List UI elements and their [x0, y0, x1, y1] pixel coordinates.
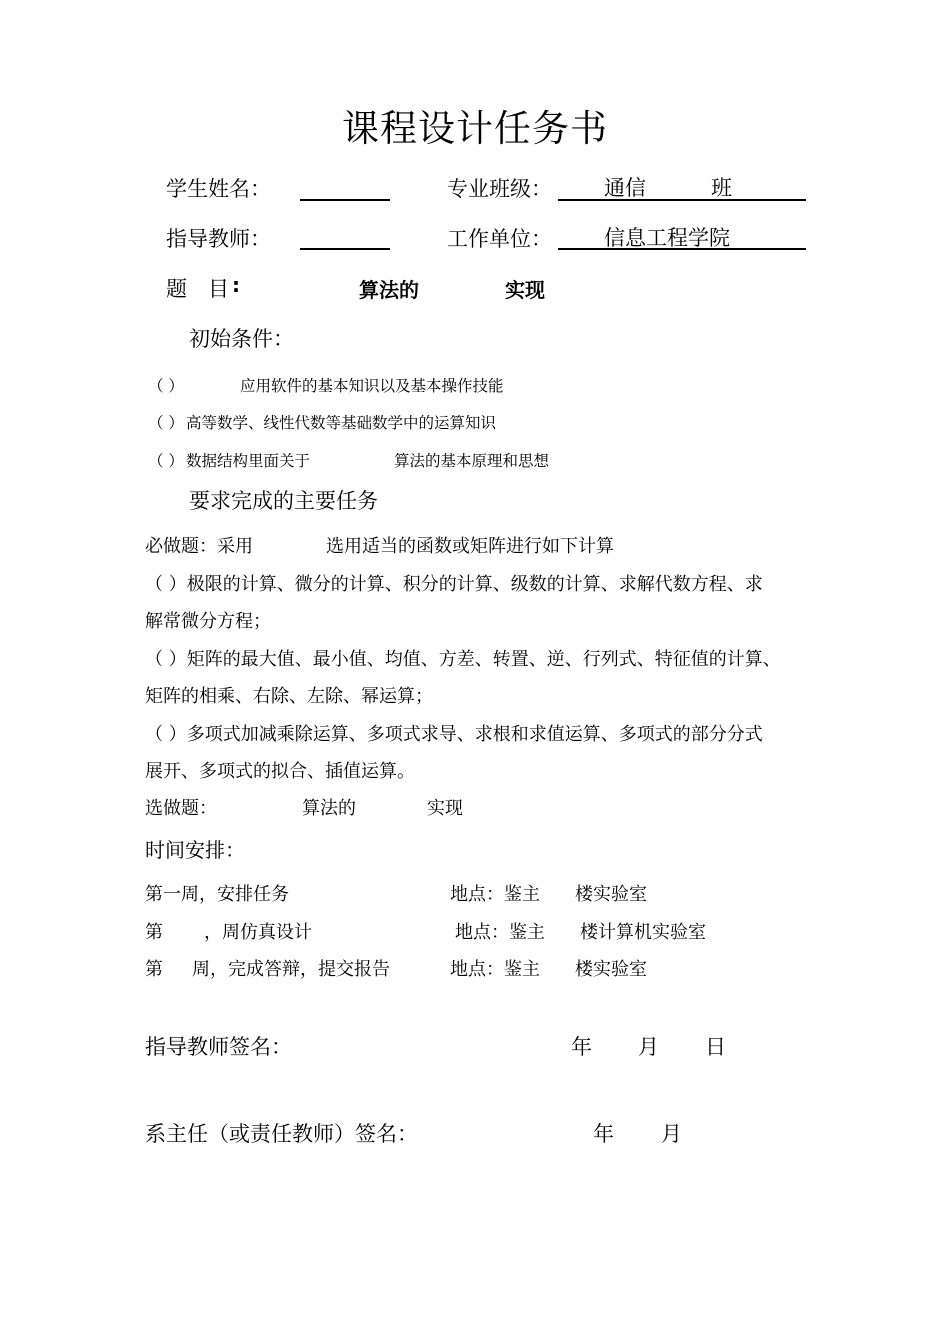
condition-3-text-b: 算法的基本原理和思想	[394, 452, 550, 470]
schedule-row-2-room: 楼计算机实验室	[580, 922, 706, 943]
schedule-row-1-text: 第一周，安排任务	[145, 884, 289, 905]
schedule-row-2-text-b: ，周仿真设计	[204, 922, 312, 943]
task-3-line-1: （ ）多项式加减乘除运算、多项式求导、求根和求值运算、多项式的部分分式	[145, 724, 763, 745]
page-title: 课程设计任务书	[342, 107, 608, 150]
task-1-line-2: 解常微分方程；	[145, 611, 271, 632]
topic-part-2: 实现	[505, 278, 545, 302]
task-3-line-2: 展开、多项式的拟合、插值运算。	[145, 761, 415, 782]
schedule-row-3-room: 楼实验室	[575, 959, 647, 980]
advisor-signature-year: 年	[571, 1035, 592, 1059]
condition-3-marker: （ ）	[148, 452, 184, 470]
advisor-signature-label: 指导教师签名：	[145, 1035, 292, 1059]
condition-1-text: 应用软件的基本知识以及基本操作技能	[240, 377, 504, 395]
advisor-signature-day: 日	[705, 1035, 726, 1059]
schedule-heading: 时间安排：	[145, 838, 245, 862]
head-signature-month: 月	[661, 1122, 682, 1146]
schedule-row-1-location: 地点：鉴主	[450, 884, 540, 905]
tasks-heading: 要求完成的主要任务	[189, 489, 378, 513]
task-2-line-2: 矩阵的相乘、右除、左除、幂运算；	[145, 686, 433, 707]
condition-1-marker: （ ）	[148, 377, 184, 395]
condition-3-text-a: 数据结构里面关于	[186, 452, 311, 470]
student-name-field	[300, 199, 390, 201]
work-unit-label: 工作单位：	[447, 227, 552, 251]
optional-label: 选做题：	[145, 798, 217, 819]
advisor-field	[300, 248, 390, 250]
optional-part-2: 实现	[427, 798, 463, 819]
schedule-row-3-text-b: 周，完成答辩，提交报告	[192, 959, 390, 980]
required-label: 必做题：采用	[145, 536, 253, 557]
task-1-line-1: （ ）极限的计算、微分的计算、积分的计算、级数的计算、求解代数方程、求	[145, 574, 763, 595]
initial-conditions-heading: 初始条件：	[189, 327, 294, 351]
work-unit-field	[558, 248, 806, 250]
advisor-label: 指导教师：	[166, 227, 271, 251]
major-class-field	[558, 199, 806, 201]
topic-colon: :	[232, 273, 240, 297]
schedule-row-2-location: 地点：鉴主	[455, 922, 545, 943]
condition-2-text: 高等数学、线性代数等基础数学中的运算知识	[186, 414, 497, 432]
schedule-row-1-room: 楼实验室	[575, 884, 647, 905]
work-unit-value: 信息工程学院	[604, 226, 730, 250]
task-2-line-1: （ ）矩阵的最大值、最小值、均值、方差、转置、逆、行列式、特征值的计算、	[145, 649, 781, 670]
schedule-row-3-text: 第	[145, 959, 163, 980]
head-signature-year: 年	[593, 1122, 614, 1146]
schedule-row-3-location: 地点：鉴主	[450, 959, 540, 980]
optional-part-1: 算法的	[302, 798, 356, 819]
major-class-label: 专业班级：	[447, 177, 552, 201]
major-class-value-2: 班	[711, 176, 732, 200]
topic-part-1: 算法的	[359, 278, 419, 302]
head-signature-label: 系主任（或责任教师）签名：	[145, 1122, 418, 1146]
schedule-row-2-text: 第	[145, 922, 163, 943]
topic-label: 题 目	[166, 277, 229, 301]
condition-2-marker: （ ）	[148, 414, 184, 432]
student-name-label: 学生姓名：	[166, 177, 271, 201]
major-class-value-1: 通信	[604, 176, 646, 200]
required-text: 选用适当的函数或矩阵进行如下计算	[326, 536, 614, 557]
advisor-signature-month: 月	[638, 1035, 659, 1059]
